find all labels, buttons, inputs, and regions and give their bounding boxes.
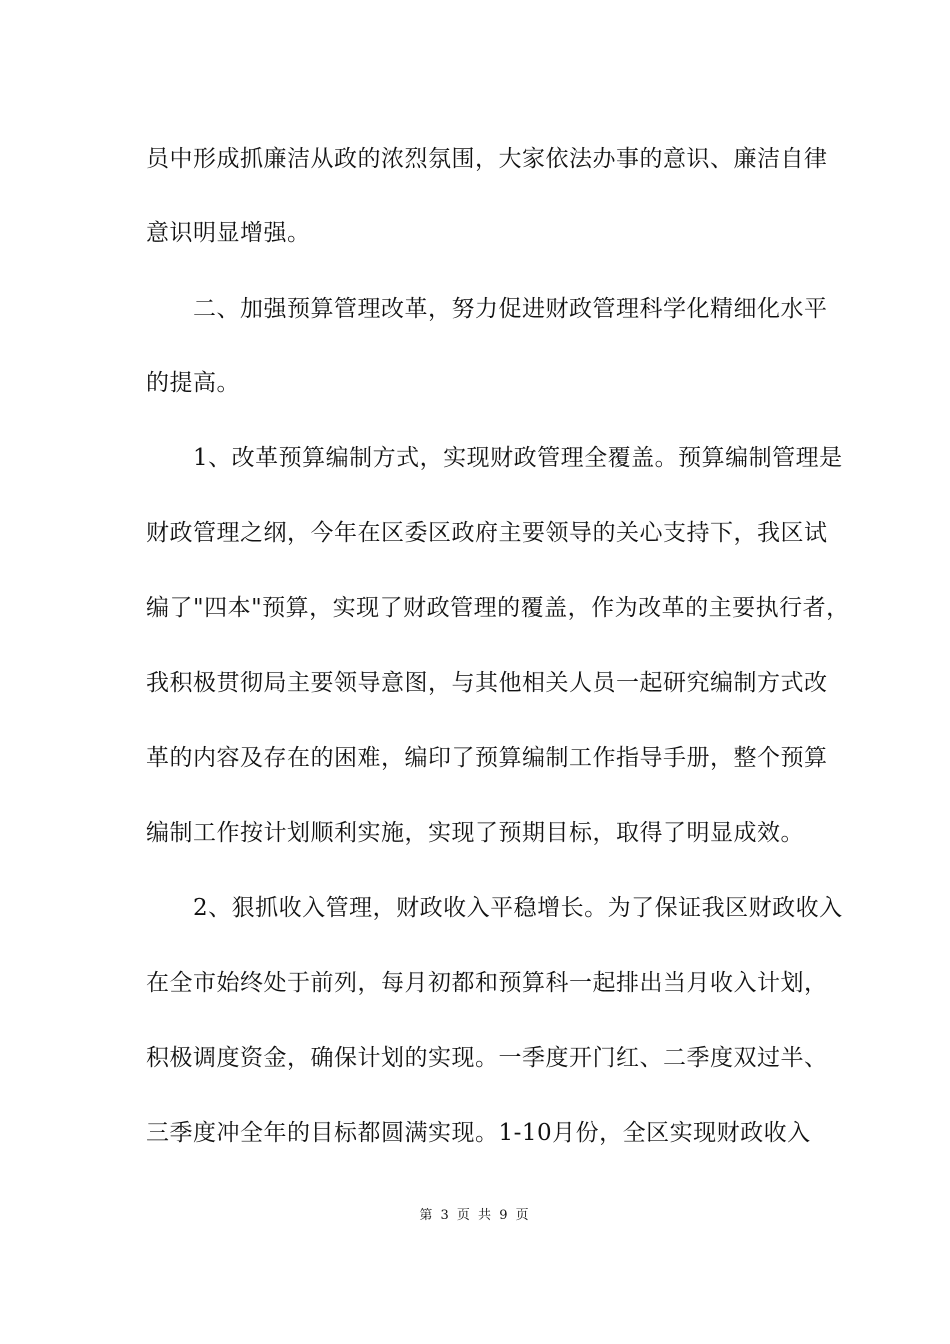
text-line: 积极调度资金，确保计划的实现。一季度开门红、二季度双过半、 (146, 1045, 828, 1071)
text-line: 财政管理之纲，今年在区委区政府主要领导的关心支持下，我区试 (146, 520, 828, 546)
text-line: 2、狠抓收入管理，财政收入平稳增长。为了保证我区财政收入 (146, 895, 843, 921)
text-line: 编了"四本"预算，实现了财政管理的覆盖，作为改革的主要执行者， (146, 595, 850, 621)
text-line: 在全市始终处于前列，每月初都和预算科一起排出当月收入计划， (146, 970, 828, 996)
text-line: 三季度冲全年的目标都圆满实现。1-10月份，全区实现财政收入 (146, 1120, 811, 1146)
page-number-footer: 第 3 页 共 9 页 (419, 1208, 531, 1223)
text-line: 员中形成抓廉洁从政的浓烈氛围，大家依法办事的意识、廉洁自律 (146, 146, 828, 172)
text-line: 革的内容及存在的困难，编印了预算编制工作指导手册，整个预算 (146, 745, 828, 771)
text-line: 的提高。 (146, 370, 240, 396)
text-line: 编制工作按计划顺利实施，实现了预期目标，取得了明显成效。 (146, 820, 804, 846)
text-line: 二、加强预算管理改革，努力促进财政管理科学化精细化水平 (146, 296, 828, 322)
text-line: 我积极贯彻局主要领导意图，与其他相关人员一起研究编制方式改 (146, 670, 828, 696)
text-line: 1、改革预算编制方式，实现财政管理全覆盖。预算编制管理是 (146, 445, 843, 471)
text-line: 意识明显增强。 (146, 220, 311, 246)
